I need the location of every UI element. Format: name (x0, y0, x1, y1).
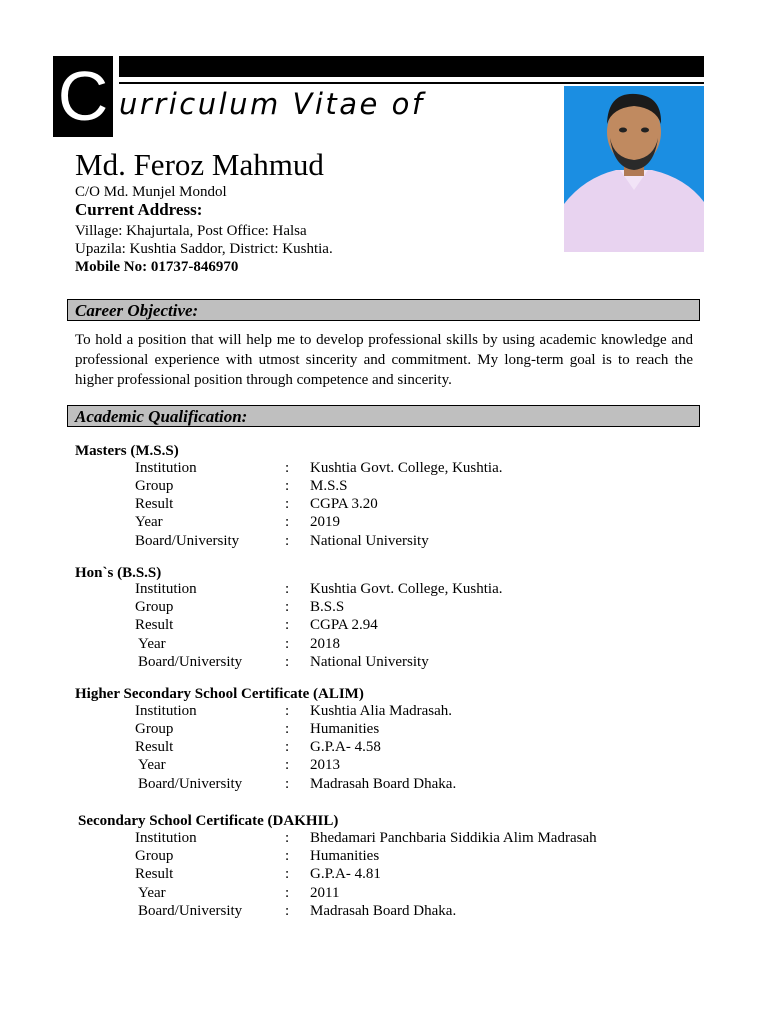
row-label: Institution (135, 460, 197, 476)
row-separator: : (285, 599, 290, 615)
mobile-number: Mobile No: 01737-846970 (75, 259, 239, 275)
row-value: 2018 (310, 636, 340, 652)
row-separator: : (285, 654, 290, 670)
qualification-title: Hon`s (B.S.S) (75, 565, 162, 581)
qualification-title: Masters (M.S.S) (75, 443, 179, 459)
qualification-row (0, 720, 768, 738)
qualification-row (0, 902, 768, 920)
header-bar (119, 56, 704, 77)
profile-photo (564, 86, 704, 252)
row-value: G.P.A- 4.58 (310, 739, 381, 755)
row-label: Result (135, 496, 174, 512)
row-label: Group (135, 599, 174, 615)
row-value: Humanities (310, 721, 380, 737)
qualification-row (0, 635, 768, 653)
row-value: Bhedamari Panchbaria Siddikia Alim Madrasah (310, 830, 597, 846)
person-photo-icon (564, 86, 704, 252)
row-label: Result (135, 739, 174, 755)
qualification-row (0, 653, 768, 671)
row-label: Year (138, 636, 166, 652)
row-label: Board/University (138, 903, 243, 919)
row-value: Humanities (310, 848, 380, 864)
row-separator: : (285, 478, 290, 494)
row-separator: : (285, 617, 290, 633)
row-label: Board/University (138, 776, 243, 792)
row-label: Institution (135, 830, 197, 846)
row-separator: : (285, 757, 290, 773)
candidate-name: Md. Feroz Mahmud (75, 147, 324, 182)
qualification-row (0, 884, 768, 902)
row-label: Year (135, 514, 163, 530)
row-value: Kushtia Alia Madrasah. (310, 703, 453, 719)
row-separator: : (285, 636, 290, 652)
qualification-row (0, 756, 768, 774)
header-rule (119, 82, 704, 84)
address-heading: Current Address: (75, 200, 203, 219)
qualification-row (0, 459, 768, 477)
row-separator: : (285, 581, 290, 597)
row-label: Result (135, 617, 174, 633)
row-separator: : (285, 460, 290, 476)
row-value: National University (310, 654, 429, 670)
row-label: Group (135, 721, 174, 737)
qualification-row (0, 702, 768, 720)
qualification-row (0, 532, 768, 550)
row-separator: : (285, 533, 290, 549)
row-separator: : (285, 739, 290, 755)
row-value: 2011 (310, 885, 340, 901)
row-label: Year (138, 757, 166, 773)
care-of-text: C/O Md. Munjel Mondol (75, 184, 227, 200)
page-title: urriculum Vitae of (119, 87, 425, 121)
address-line-2: Upazila: Kushtia Saddor, District: Kushtia. (75, 241, 333, 257)
row-value: CGPA 2.94 (310, 617, 378, 633)
qualification-row (0, 580, 768, 598)
qualification-row (0, 513, 768, 531)
career-objective-text: To hold a position that will help me to develop professional skills by using academic knowledge and professional experience with utmost sincerity and commitment. My long-term goal is to reach the higher professional position through competence and sincerity. (75, 332, 693, 388)
row-value: CGPA 3.20 (310, 496, 378, 512)
row-separator: : (285, 514, 290, 530)
row-separator: : (285, 903, 290, 919)
row-value: Kushtia Govt. College, Kushtia. (310, 581, 503, 597)
qualification-row (0, 616, 768, 634)
row-label: Year (138, 885, 166, 901)
row-value: Madrasah Board Dhaka. (310, 903, 457, 919)
qualification-row (0, 738, 768, 756)
career-objective-header (67, 299, 700, 321)
row-separator: : (285, 866, 290, 882)
row-value: 2013 (310, 757, 340, 773)
qualification-row (0, 847, 768, 865)
qualification-row (0, 829, 768, 847)
qualification-title: Higher Secondary School Certificate (ALIM) (75, 686, 364, 702)
qualification-row (0, 495, 768, 513)
career-objective-heading: Career Objective: (75, 301, 199, 320)
row-separator: : (285, 496, 290, 512)
row-label: Board/University (135, 533, 240, 549)
row-value: G.P.A- 4.81 (310, 866, 381, 882)
row-label: Group (135, 478, 174, 494)
qualification-row (0, 477, 768, 495)
row-separator: : (285, 830, 290, 846)
row-value: National University (310, 533, 429, 549)
qualification-row (0, 775, 768, 793)
qualification-title: Secondary School Certificate (DAKHIL) (78, 813, 339, 829)
row-separator: : (285, 885, 290, 901)
row-label: Result (135, 866, 174, 882)
row-label: Institution (135, 703, 197, 719)
row-value: Kushtia Govt. College, Kushtia. (310, 460, 503, 476)
row-label: Institution (135, 581, 197, 597)
row-separator: : (285, 703, 290, 719)
row-separator: : (285, 776, 290, 792)
row-value: B.S.S (310, 599, 345, 615)
qualification-row (0, 865, 768, 883)
academic-qualification-header (67, 405, 700, 427)
row-label: Group (135, 848, 174, 864)
row-value: M.S.S (310, 478, 348, 494)
title-initial: C (57, 57, 109, 135)
row-separator: : (285, 721, 290, 737)
row-value: Madrasah Board Dhaka. (310, 776, 457, 792)
row-separator: : (285, 848, 290, 864)
row-label: Board/University (138, 654, 243, 670)
address-line-1: Village: Khajurtala, Post Office: Halsa (75, 223, 307, 239)
academic-qualification-heading: Academic Qualification: (75, 407, 248, 426)
row-value: 2019 (310, 514, 340, 530)
qualification-row (0, 598, 768, 616)
